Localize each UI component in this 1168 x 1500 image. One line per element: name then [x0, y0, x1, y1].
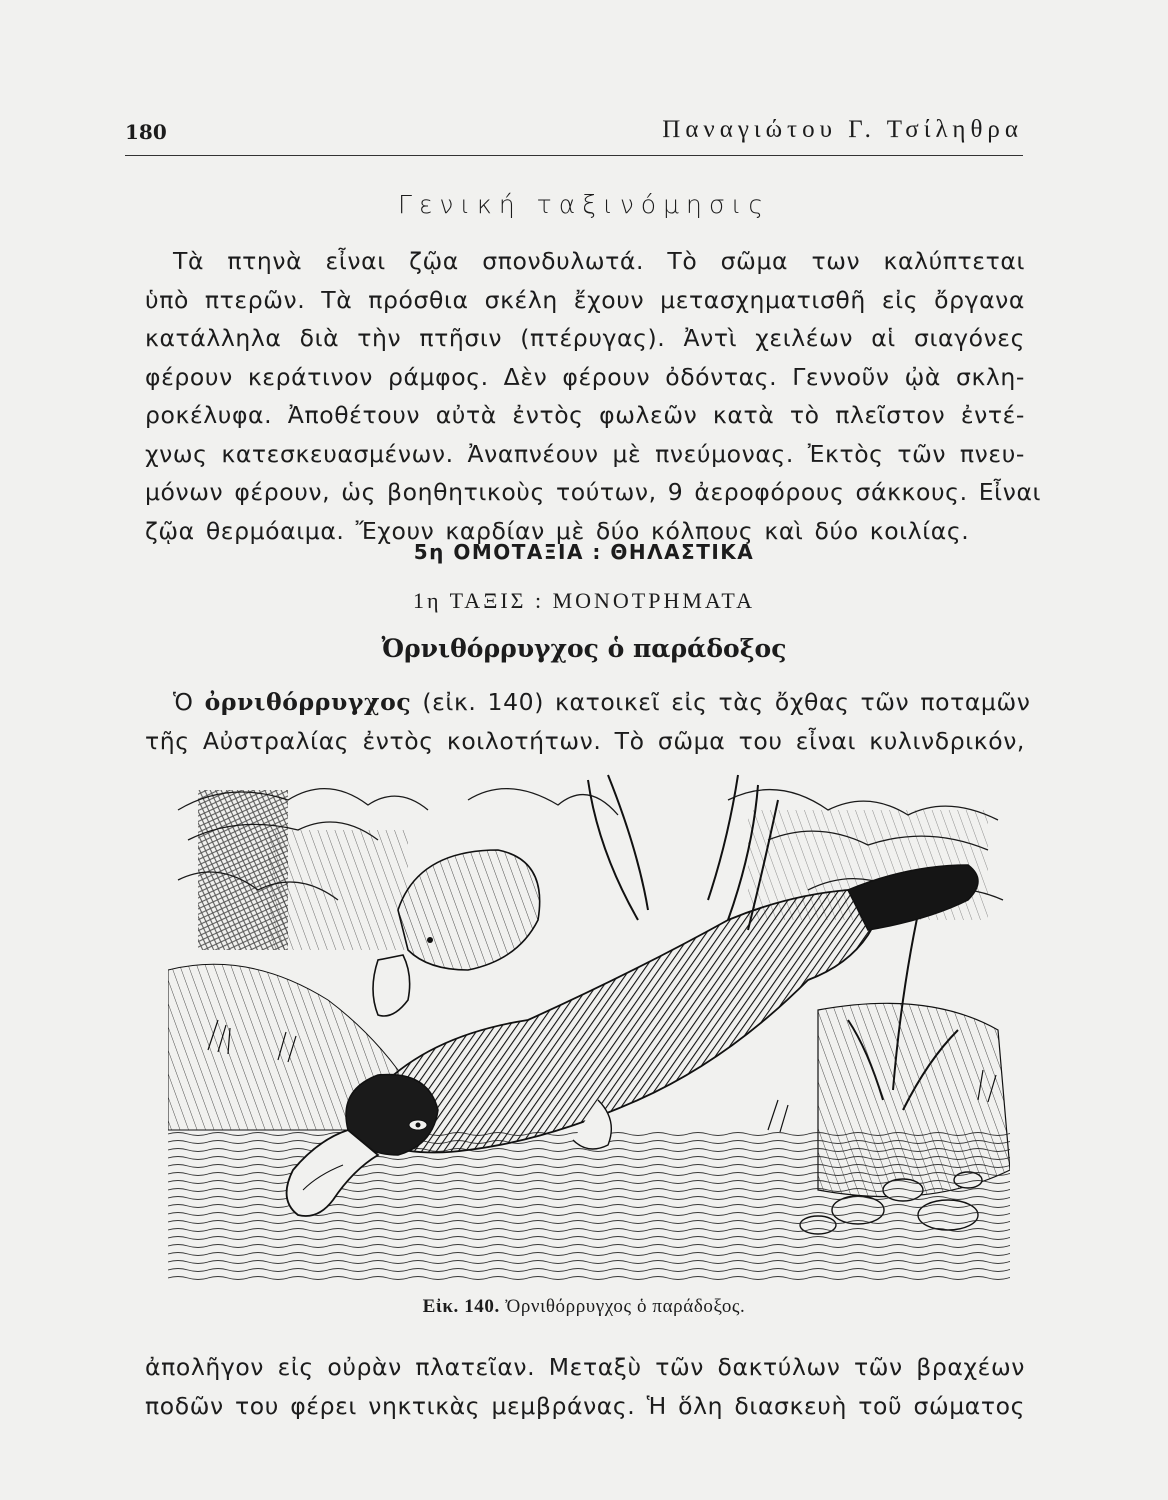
text-line: ζῷα θερμόαιμα. Ἔχουν καρδίαν μὲ δύο κόλπους καὶ δύο κοιλίας. — [145, 516, 970, 545]
text-line — [145, 683, 1031, 722]
class-heading: 5η ΟΜΟΤΑΞΙΑ : ΘΗΛΑΣΤΙΚΑ — [413, 540, 755, 564]
caption-text: Ὀρνιθόρρυγχος ὁ παράδοξος. — [499, 1296, 746, 1317]
figure-caption — [0, 1296, 1168, 1318]
text-line: μόνων φέρουν, ὡς βοηθητικοὺς τούτων, 9 ἀεροφόρους σάκκους. Εἶναι — [145, 478, 1042, 506]
text-fragment: Ὁ — [173, 688, 205, 716]
text-line: ροκέλυφα. Ἀποθέτουν αὐτὰ ἐντὸς φωλεῶν κατὰ τὸ πλεῖστον ἐντέ- — [145, 401, 1025, 429]
page-number: 180 — [125, 120, 167, 144]
header-rule — [125, 155, 1023, 156]
order-heading: 1η ΤΑΞΙΣ : ΜΟΝΟΤΡΗΜΑΤΑ — [413, 588, 755, 613]
text-line: ποδῶν του φέρει νηκτικὰς μεμβράνας. Ἡ ὅλη διασκευὴ τοῦ σώματος — [145, 1391, 1025, 1420]
text-line: ὑπὸ πτερῶν. Τὰ πρόσθια σκέλη ἔχουν μετασχηματισθῆ εἰς ὄργανα — [145, 285, 1025, 314]
paragraph-platypus — [145, 683, 1031, 760]
text-line: κατάλληλα διὰ τὴν πτῆσιν (πτέρυγας). Ἀντὶ χειλέων αἱ σιαγόνες — [145, 324, 1025, 352]
text-line: χνως κατεσκευασμένων. Ἀναπνέουν μὲ πνεύμονας. Ἐκτὸς τῶν πνευ- — [145, 439, 1025, 468]
platypus-illustration — [168, 770, 1010, 1280]
bold-term: ὀρνιθόρρυγχος — [204, 688, 412, 716]
running-head: Παναγιώτου Γ. Τσίληθρα — [662, 116, 1023, 143]
paragraph-birds — [145, 242, 1042, 550]
page-header — [125, 116, 1023, 154]
text-line: φέρουν κεράτινον ράμφος. Δὲν φέρουν ὀδόντας. Γεννοῦν ᾠὰ σκλη- — [145, 362, 1025, 391]
paragraph-continued — [145, 1348, 1025, 1425]
text-fragment: (εἰκ. 140) κατοικεῖ εἰς τὰς ὄχθας τῶν ποταμῶν — [411, 688, 1031, 716]
caption-number: Εἰκ. 140. — [422, 1296, 500, 1317]
text-line: τῆς Αὐστραλίας ἐντὸς κοιλοτήτων. Τὸ σῶμα του εἶναι κυλινδρικόν, — [145, 726, 1025, 755]
text-line: Τὰ πτηνὰ εἶναι ζῷα σπονδυλωτά. Τὸ σῶμα των καλύπτεται — [173, 247, 1025, 275]
text-line: ἀπολῆγον εἰς οὐρὰν πλατεῖαν. Μεταξὺ τῶν δακτύλων τῶν βραχέων — [145, 1353, 1025, 1381]
section-title: Γενική ταξινόμησις — [397, 190, 771, 219]
species-heading: Ὀρνιθόρρυγχος ὁ παράδοξος — [381, 634, 787, 663]
